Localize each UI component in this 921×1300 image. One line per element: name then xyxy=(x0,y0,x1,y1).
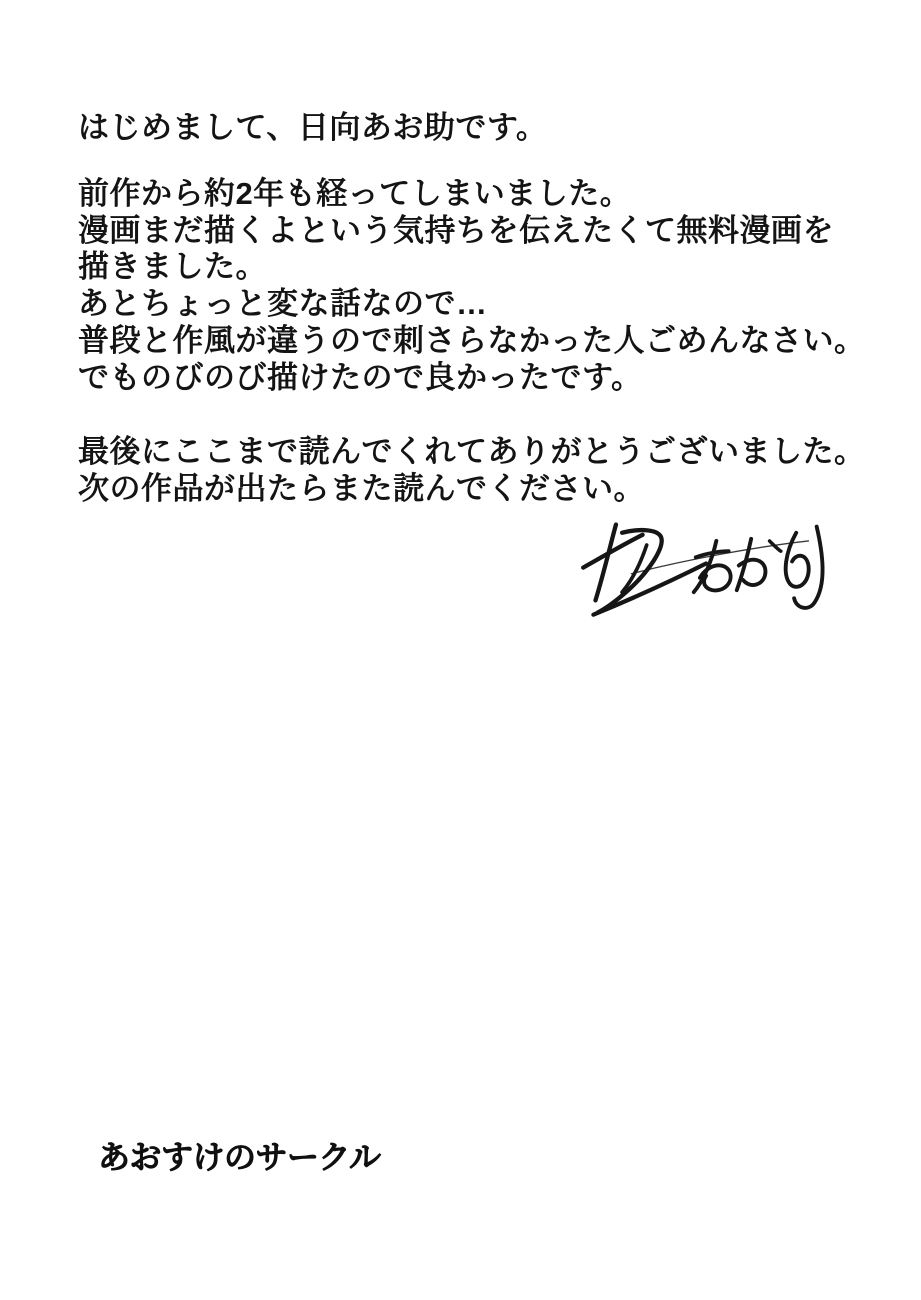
body-line-4: あとちょっと変な話なので… xyxy=(78,286,488,322)
closing-line-1: 最後にここまで読んでくれてありがとうございました。 xyxy=(78,434,866,469)
body-line-6: でものびのび描けたので良かったです。 xyxy=(78,359,643,395)
closing-line-2: 次の作品が出たらまた読んでください。 xyxy=(78,471,645,506)
circle-name: あおすけのサークル xyxy=(98,1139,381,1175)
greeting-text: はじめまして、日向あお助です。 xyxy=(78,110,548,145)
body-line-5: 普段と作風が違うので刺さらなかった人ごめんなさい。 xyxy=(78,322,866,358)
closing-paragraph xyxy=(78,433,866,507)
signature-handwriting xyxy=(575,508,831,620)
body-line-1: 前作から約2年も経ってしまいました。 xyxy=(78,176,632,211)
body-paragraph xyxy=(78,176,866,396)
body-line-2: 漫画まだ描くよという気持ちを伝えたくて無料漫画を xyxy=(78,212,834,248)
body-line-3: 描きました。 xyxy=(78,249,267,285)
